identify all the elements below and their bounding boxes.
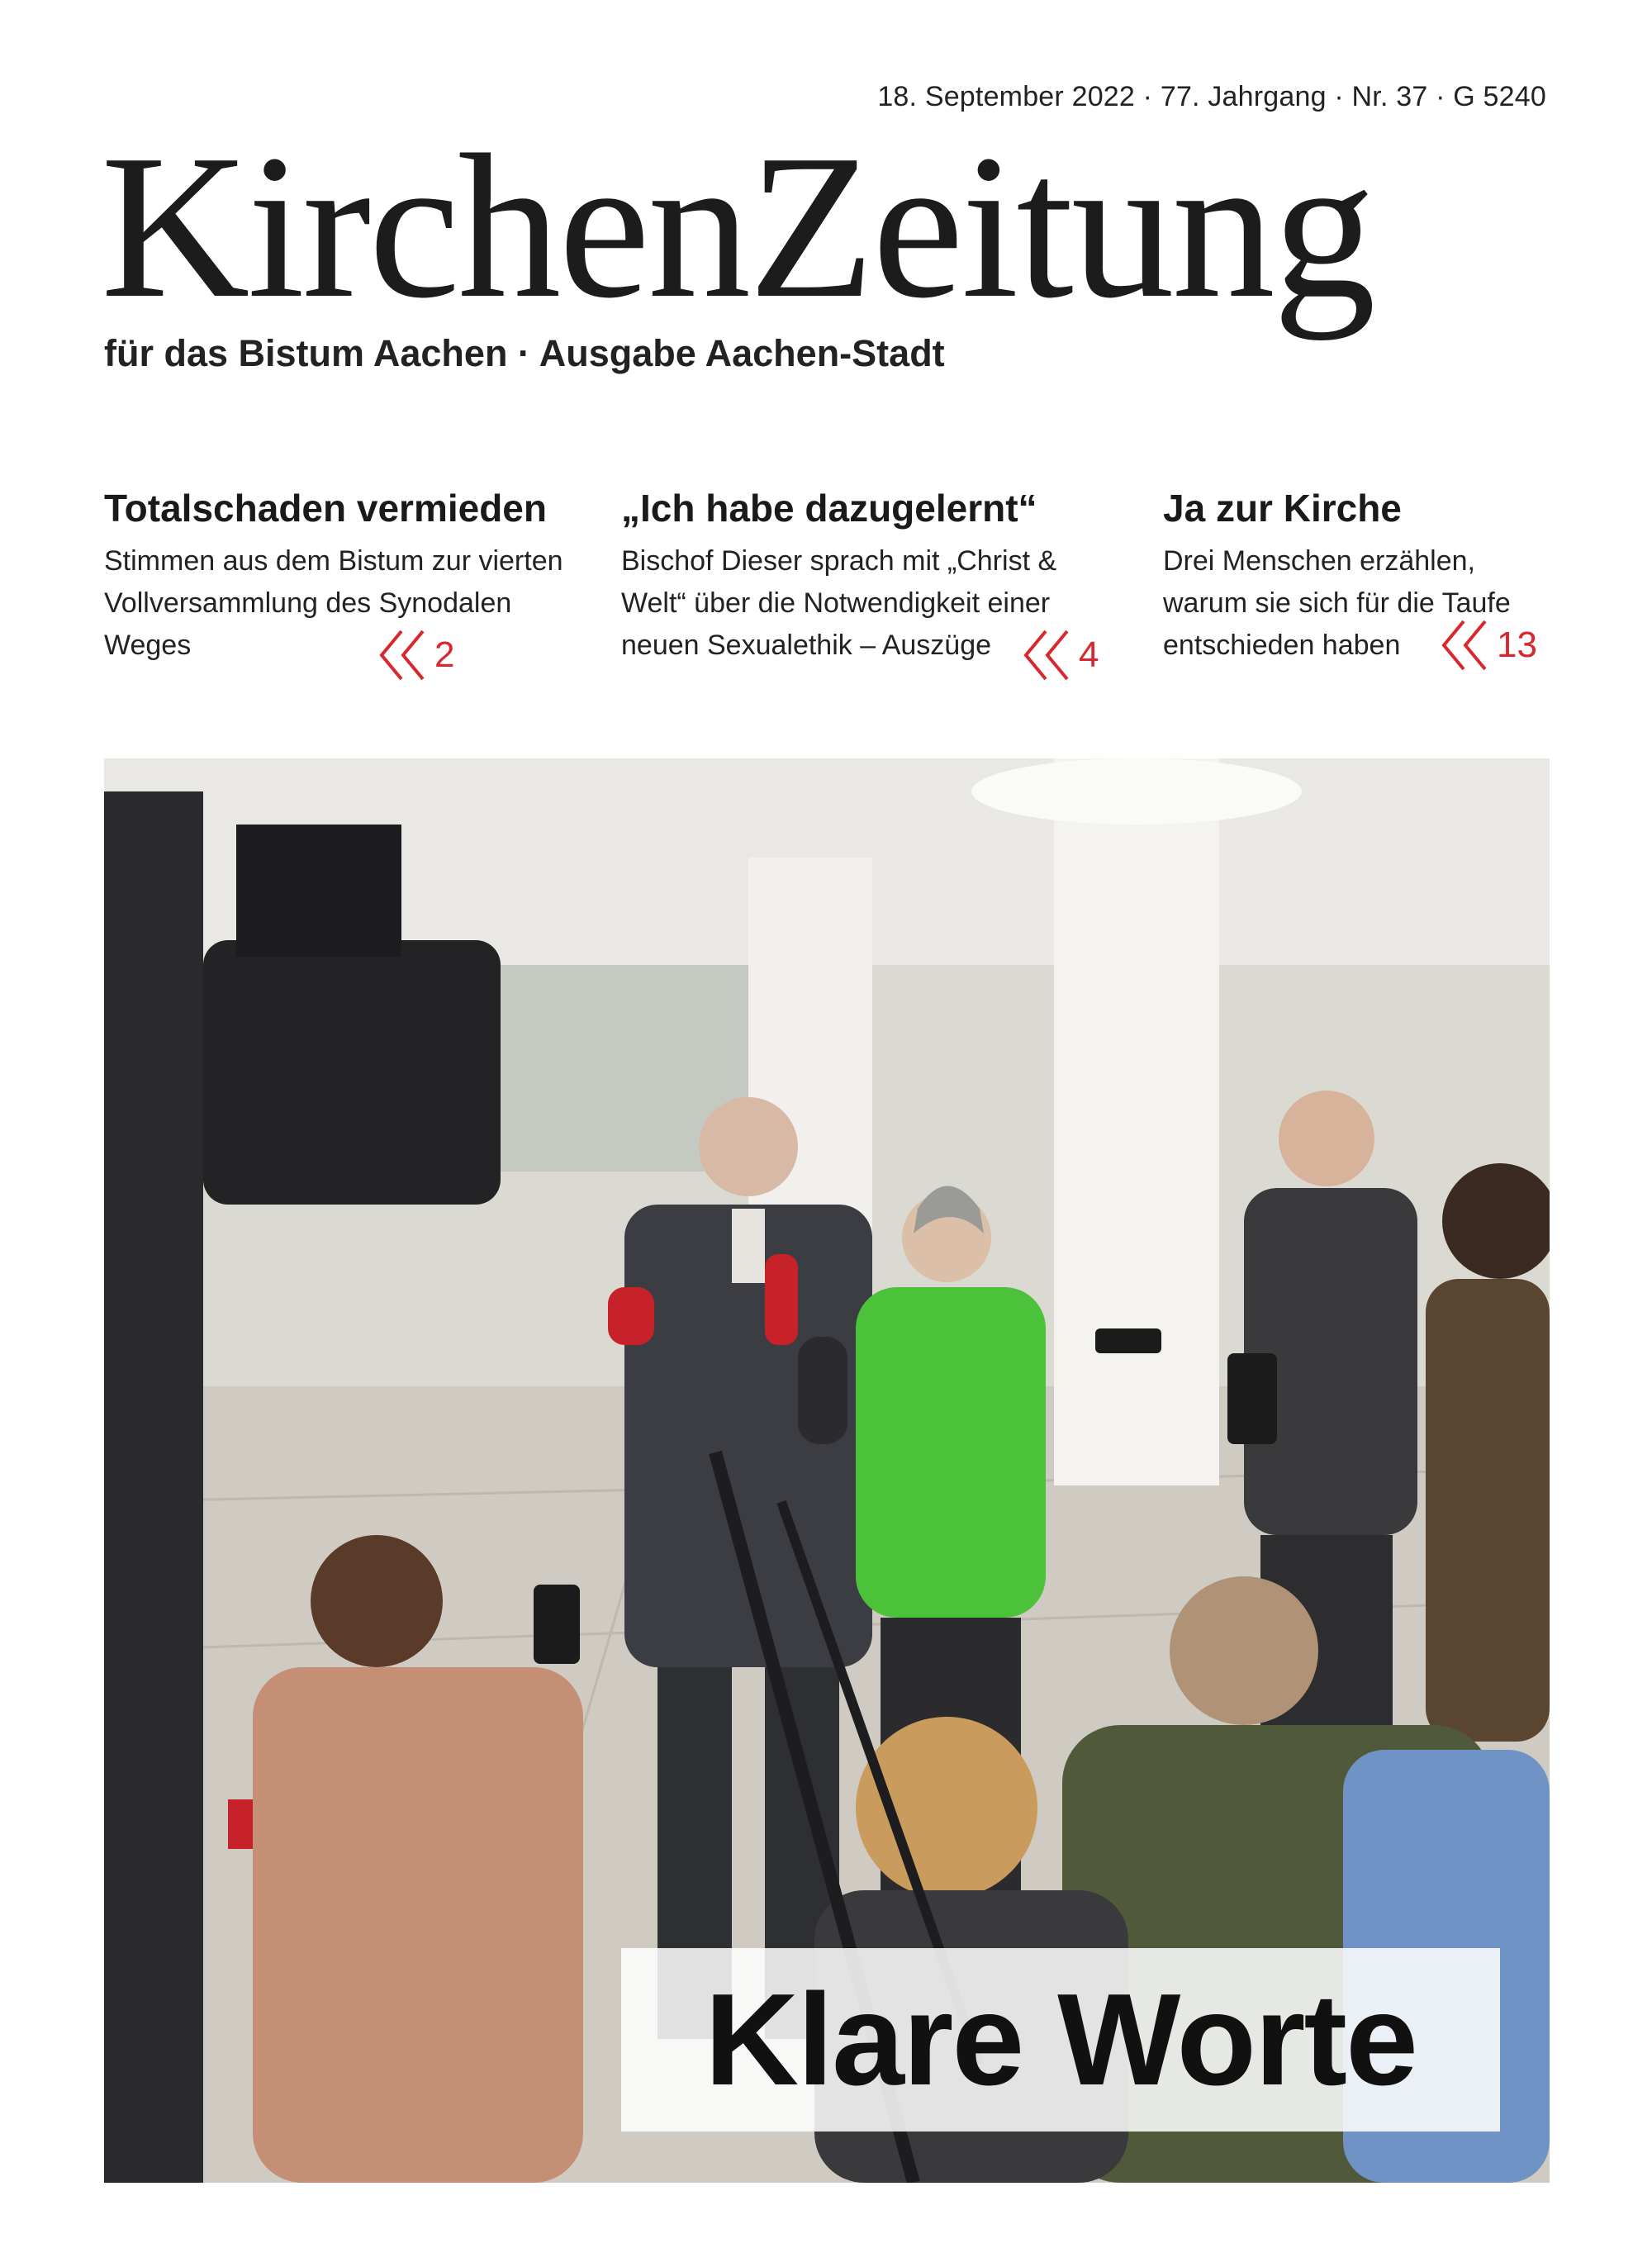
- microphone: [608, 1287, 654, 1345]
- issue-info: 18. September 2022 · 77. Jahrgang · Nr. 37 · G 5240: [877, 81, 1546, 112]
- masthead-subtitle: für das Bistum Aachen · Ausgabe Aachen-Stadt: [104, 332, 945, 374]
- teaser-page-number: 13: [1497, 625, 1537, 665]
- teaser-totalschaden[interactable]: [104, 486, 600, 675]
- teaser-headline: „Ich habe dazugelernt“: [621, 487, 1037, 530]
- teaser-page-ref: [377, 628, 454, 682]
- double-chevron-left-icon: [1021, 628, 1074, 682]
- teaser-headline: Totalschaden vermieden: [104, 487, 547, 530]
- double-chevron-left-icon: [377, 628, 430, 682]
- microphone: [798, 1337, 847, 1444]
- teaser-page-number: 2: [434, 634, 455, 675]
- teaser-dazugelernt[interactable]: [621, 486, 1117, 675]
- masthead-title: KirchenZeitung: [101, 112, 1374, 341]
- microphone: [765, 1254, 798, 1345]
- teaser-text: Drei Menschen erzählen, warum sie sich für die Taufe entschieden haben: [1163, 545, 1511, 661]
- teaser-text: Bischof Dieser sprach mit „Christ & Welt“ über die Notwendigkeit einer neuen Sexualethik – Auszüge: [621, 545, 1057, 661]
- teaser-page-ref: [1439, 618, 1537, 672]
- phone: [534, 1585, 580, 1664]
- teaser-ja-zur-kirche[interactable]: [1163, 486, 1551, 667]
- cover-headline: Klare Worte: [621, 1948, 1500, 2132]
- teaser-headline: Ja zur Kirche: [1163, 487, 1402, 530]
- phone: [1227, 1353, 1277, 1444]
- pillar-right: [1054, 758, 1219, 1485]
- teaser-text: Stimmen aus dem Bistum zur vierten Vollversammlung des Synodalen Weges: [104, 545, 563, 661]
- teaser-page-number: 4: [1079, 634, 1099, 675]
- teaser-page-ref: [1021, 628, 1099, 682]
- double-chevron-left-icon: [1439, 618, 1492, 672]
- phone: [1095, 1328, 1161, 1353]
